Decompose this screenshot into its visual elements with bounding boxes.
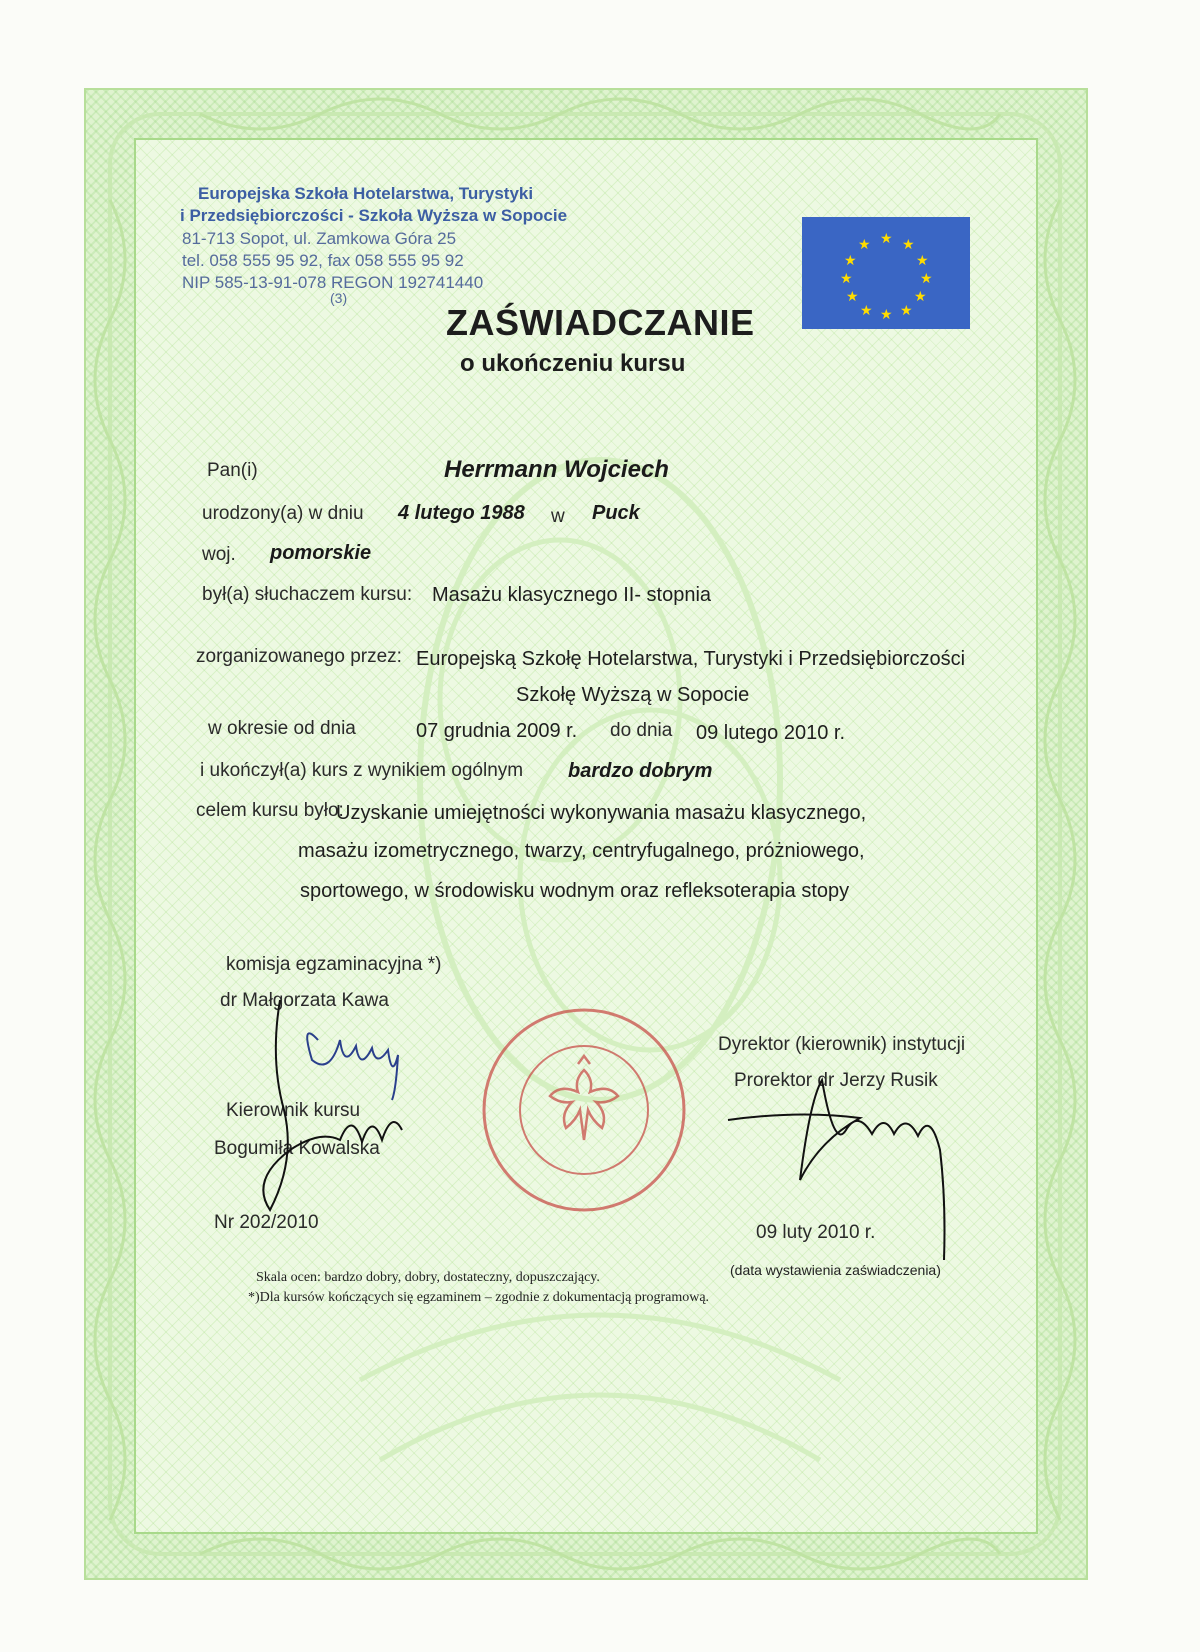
result-label: i ukończył(a) kurs z wynikiem ogólnym — [200, 760, 524, 781]
footnote-grading-scale: Skala ocen: bardzo dobry, dobry, dostateczny, dopuszczający. — [256, 1270, 600, 1285]
result-value: bardzo dobrym — [568, 760, 713, 782]
course-value: Masażu klasycznego II- stopnia — [432, 584, 712, 606]
goal-line2: masażu izometrycznego, twarzy, centryfugalnego, próżniowego, — [298, 840, 865, 862]
director-label: Dyrektor (kierownik) instytucji — [718, 1034, 966, 1055]
name-value: Herrmann Wojciech — [444, 456, 669, 483]
period-to-label: do dnia — [610, 720, 673, 741]
certificate-title: ZAŚWIADCZANIE — [446, 302, 755, 343]
born-label: urodzony(a) w dniu — [202, 503, 364, 524]
school-name-line2: i Przedsiębiorczości - Szkoła Wyższa w Sopocie — [180, 206, 568, 225]
born-in-label: w — [551, 506, 565, 527]
course-head-label: Kierownik kursu — [226, 1100, 361, 1121]
school-phone: tel. 058 555 95 92, fax 058 555 95 92 — [182, 251, 464, 270]
footnote-exam: *)Dla kursów kończących się egzaminem – zgodnie z dokumentacją programową. — [248, 1290, 710, 1305]
certificate-subtitle: o ukończeniu kursu — [460, 350, 686, 377]
commission-member: dr Małgorzata Kawa — [220, 990, 389, 1011]
goal-line3: sportowego, w środowisku wodnym oraz refleksoterapia stopy — [300, 880, 850, 902]
goal-line1: Uzyskanie umiejętności wykonywania masażu klasycznego, — [336, 802, 867, 824]
period-from: 07 grudnia 2009 r. — [416, 720, 578, 742]
school-name-line1: Europejska Szkoła Hotelarstwa, Turystyki — [198, 184, 534, 203]
eu-flag-icon: ★ ★ ★ ★ ★ ★ ★ ★ ★ ★ ★ ★ — [802, 217, 970, 329]
born-date: 4 lutego 1988 — [398, 502, 525, 524]
organizer-line2: Szkołę Wyższą w Sopocie — [516, 684, 750, 706]
commission-label: komisja egzaminacyjna *) — [226, 954, 442, 975]
organizer-line1: Europejską Szkołę Hotelarstwa, Turystyki i Przedsiębiorczości — [416, 648, 966, 670]
goal-label: celem kursu było: — [196, 800, 344, 821]
name-label: Pan(i) — [207, 460, 258, 481]
voivodeship-value: pomorskie — [270, 542, 372, 564]
certificate-number: Nr 202/2010 — [214, 1212, 319, 1233]
organizer-label: zorganizowanego przez: — [196, 646, 402, 667]
period-to: 09 lutego 2010 r. — [696, 722, 846, 744]
school-mark: (3) — [330, 290, 348, 306]
issue-date: 09 luty 2010 r. — [756, 1222, 876, 1243]
voivodeship-label: woj. — [202, 544, 236, 565]
course-head-name: Bogumiła Kowalska — [214, 1138, 380, 1159]
school-ids: NIP 585-13-91-078 REGON 192741440 — [182, 273, 484, 292]
school-address: 81-713 Sopot, ul. Zamkowa Góra 25 — [182, 229, 457, 248]
born-place: Puck — [592, 502, 640, 524]
director-name: Prorektor dr Jerzy Rusik — [734, 1070, 938, 1091]
period-label: w okresie od dnia — [208, 718, 356, 739]
issue-date-caption: (data wystawienia zaświadczenia) — [730, 1262, 941, 1278]
course-label: był(a) słuchaczem kursu: — [202, 584, 413, 605]
